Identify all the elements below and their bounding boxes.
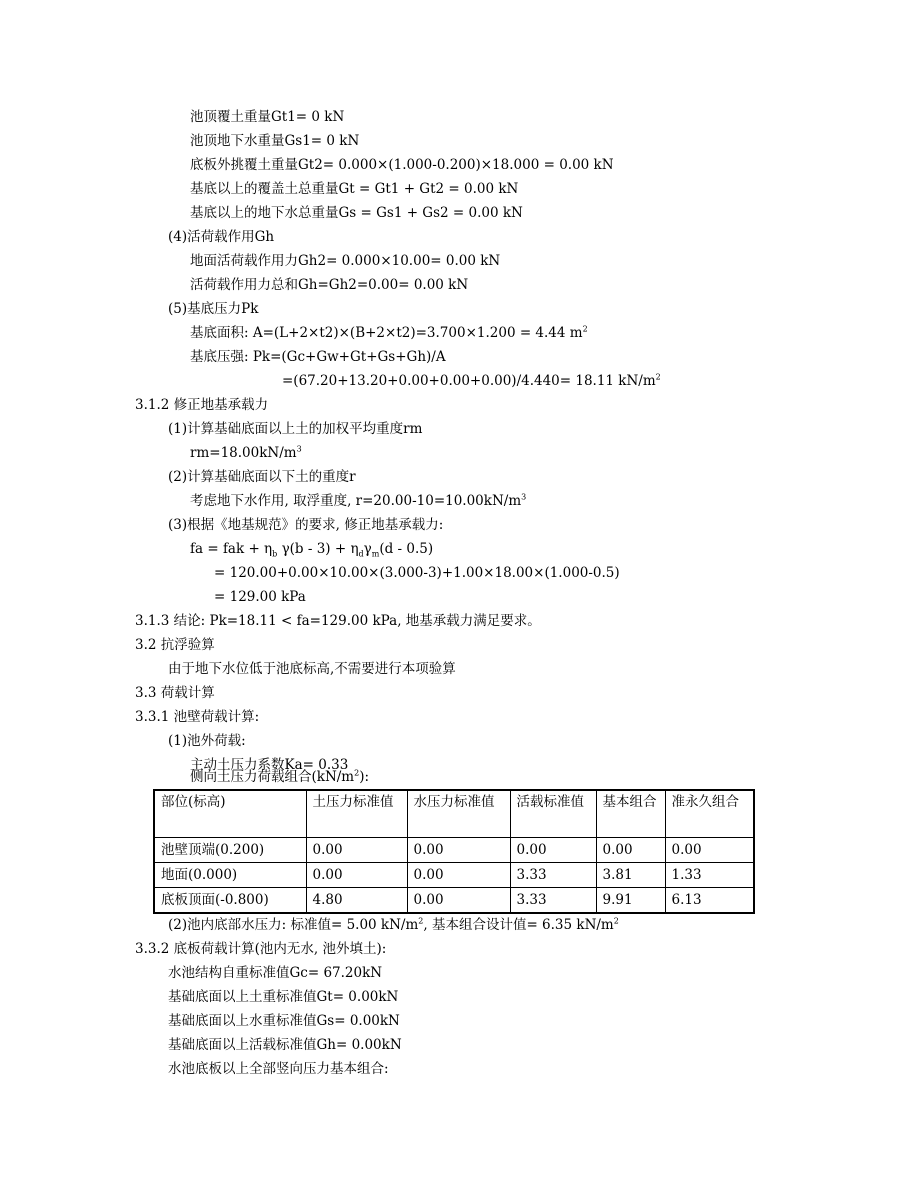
text-fragment: rm=18.00kN/m	[190, 445, 297, 461]
text-line	[190, 324, 588, 342]
table-row	[154, 888, 754, 914]
table-cell: 地面(0.000)	[154, 863, 306, 888]
text-line	[190, 444, 302, 462]
subscript: m	[371, 549, 380, 559]
text-line: 主动土压力系数Ka= 0.33	[190, 757, 349, 773]
text-line: 由于地下水位低于池底标高,不需要进行本项验算	[168, 661, 456, 677]
text-line: 地面活荷载作用力Gh2= 0.000×10.00= 0.00 kN	[190, 253, 501, 269]
table-cell: 3.81	[596, 863, 665, 888]
text-line	[168, 916, 619, 934]
table-header-row	[154, 790, 754, 838]
formula-line	[190, 540, 433, 558]
text-line: 基底以上的地下水总重量Gs = Gs1 + Gs2 = 0.00 kN	[190, 205, 523, 221]
text-line: 底板外挑覆土重量Gt2= 0.000×(1.000-0.200)×18.000 = 0.00 kN	[190, 157, 614, 173]
text-fragment: fa = fak + η	[190, 541, 273, 557]
section-heading: 3.3.1 池壁荷载计算:	[135, 709, 260, 725]
text-line	[190, 768, 369, 786]
formula-line: = 120.00+0.00×10.00×(3.000-3)+1.00×18.00×(1.000-0.5)	[214, 565, 620, 581]
text-fragment: γ	[363, 541, 372, 557]
text-line: (1)池外荷载:	[168, 733, 246, 749]
table-cell: 0.00	[407, 863, 510, 888]
table-cell: 4.80	[306, 888, 407, 914]
section-heading: 3.1.2 修正地基承载力	[135, 397, 269, 413]
table-header-cell: 水压力标准值	[407, 790, 510, 838]
text-fragment: γ(b - 3) + η	[277, 541, 359, 557]
table-row	[154, 863, 754, 888]
table-cell: 1.33	[665, 863, 754, 888]
superscript: 2	[655, 372, 661, 382]
text-line: (2)计算基础底面以下土的重度r	[168, 469, 356, 485]
table-cell: 0.00	[306, 838, 407, 863]
table-row	[154, 838, 754, 863]
text-line	[190, 492, 526, 510]
superscript: 2	[418, 916, 424, 926]
text-line: (1)计算基础底面以上土的加权平均重度rm	[168, 421, 423, 437]
table-cell: 9.91	[596, 888, 665, 914]
text-line: 基础底面以上水重标准值Gs= 0.00kN	[168, 1013, 400, 1029]
text-fragment: =(67.20+13.20+0.00+0.00+0.00)/4.440= 18.11 kN/m	[282, 373, 656, 389]
table-cell: 0.00	[407, 838, 510, 863]
table-cell: 3.33	[510, 888, 596, 914]
text-line: 基底以上的覆盖土总重量Gt = Gt1 + Gt2 = 0.00 kN	[190, 181, 519, 197]
section-heading: 3.1.3 结论: Pk=18.11 < fa=129.00 kPa, 地基承载力满足要求。	[135, 613, 541, 629]
subscript: d	[358, 549, 364, 559]
table-cell: 0.00	[510, 838, 596, 863]
superscript: 2	[354, 768, 360, 778]
text-line: 基础底面以上土重标准值Gt= 0.00kN	[168, 989, 399, 1005]
text-fragment: 侧向土压力荷载组合(kN/m	[190, 769, 355, 785]
text-line: 活荷载作用力总和Gh=Gh2=0.00= 0.00 kN	[190, 277, 469, 293]
section-heading: 3.3 荷载计算	[135, 685, 215, 701]
table-cell: 0.00	[665, 838, 754, 863]
superscript: 3	[296, 444, 302, 454]
text-line: 池顶覆土重量Gt1= 0 kN	[190, 109, 345, 125]
formula-line: = 129.00 kPa	[214, 589, 306, 605]
text-line	[282, 372, 661, 390]
table-cell: 6.13	[665, 888, 754, 914]
text-fragment: 考虑地下水作用, 取浮重度, r=20.00-10=10.00kN/m	[190, 493, 522, 509]
text-fragment: (2)池内底部水压力: 标准值= 5.00 kN/m	[168, 917, 419, 933]
table-cell: 0.00	[306, 863, 407, 888]
superscript: 3	[521, 492, 527, 502]
table-header-cell: 活载标准值	[510, 790, 596, 838]
subscript: b	[272, 549, 278, 559]
text-line: 池顶地下水重量Gs1= 0 kN	[190, 133, 360, 149]
table-cell: 3.33	[510, 863, 596, 888]
table-cell: 池壁顶端(0.200)	[154, 838, 306, 863]
section-heading: 3.3.2 底板荷载计算(池内无水, 池外填土):	[135, 941, 387, 957]
table-header-cell: 土压力标准值	[306, 790, 407, 838]
table-header-cell: 准永久组合	[665, 790, 754, 838]
table-cell: 0.00	[596, 838, 665, 863]
table-header-cell: 部位(标高)	[154, 790, 306, 838]
text-line: (5)基底压力Pk	[168, 301, 259, 317]
text-line: 基底压强: Pk=(Gc+Gw+Gt+Gs+Gh)/A	[190, 349, 446, 365]
text-line: 水池底板以上全部竖向压力基本组合:	[168, 1061, 389, 1077]
text-fragment: ):	[359, 769, 370, 785]
text-fragment: , 基本组合设计值= 6.35 kN/m	[423, 917, 614, 933]
table-header-cell: 基本组合	[596, 790, 665, 838]
text-line: (3)根据《地基规范》的要求, 修正地基承载力:	[168, 517, 444, 533]
superscript: 2	[582, 324, 588, 334]
text-line: 水池结构自重标准值Gc= 67.20kN	[168, 965, 383, 981]
section-heading: 3.2 抗浮验算	[135, 637, 215, 653]
superscript: 2	[613, 916, 619, 926]
text-line: 基础底面以上活载标准值Gh= 0.00kN	[168, 1037, 402, 1053]
table-cell: 底板顶面(-0.800)	[154, 888, 306, 914]
text-line: (4)活荷载作用Gh	[168, 229, 275, 245]
text-fragment: 基底面积: A=(L+2×t2)×(B+2×t2)=3.700×1.200 = 4.44 m	[190, 325, 583, 341]
load-combination-table	[153, 789, 755, 914]
table-cell: 0.00	[407, 888, 510, 914]
text-fragment: (d - 0.5)	[379, 541, 434, 557]
